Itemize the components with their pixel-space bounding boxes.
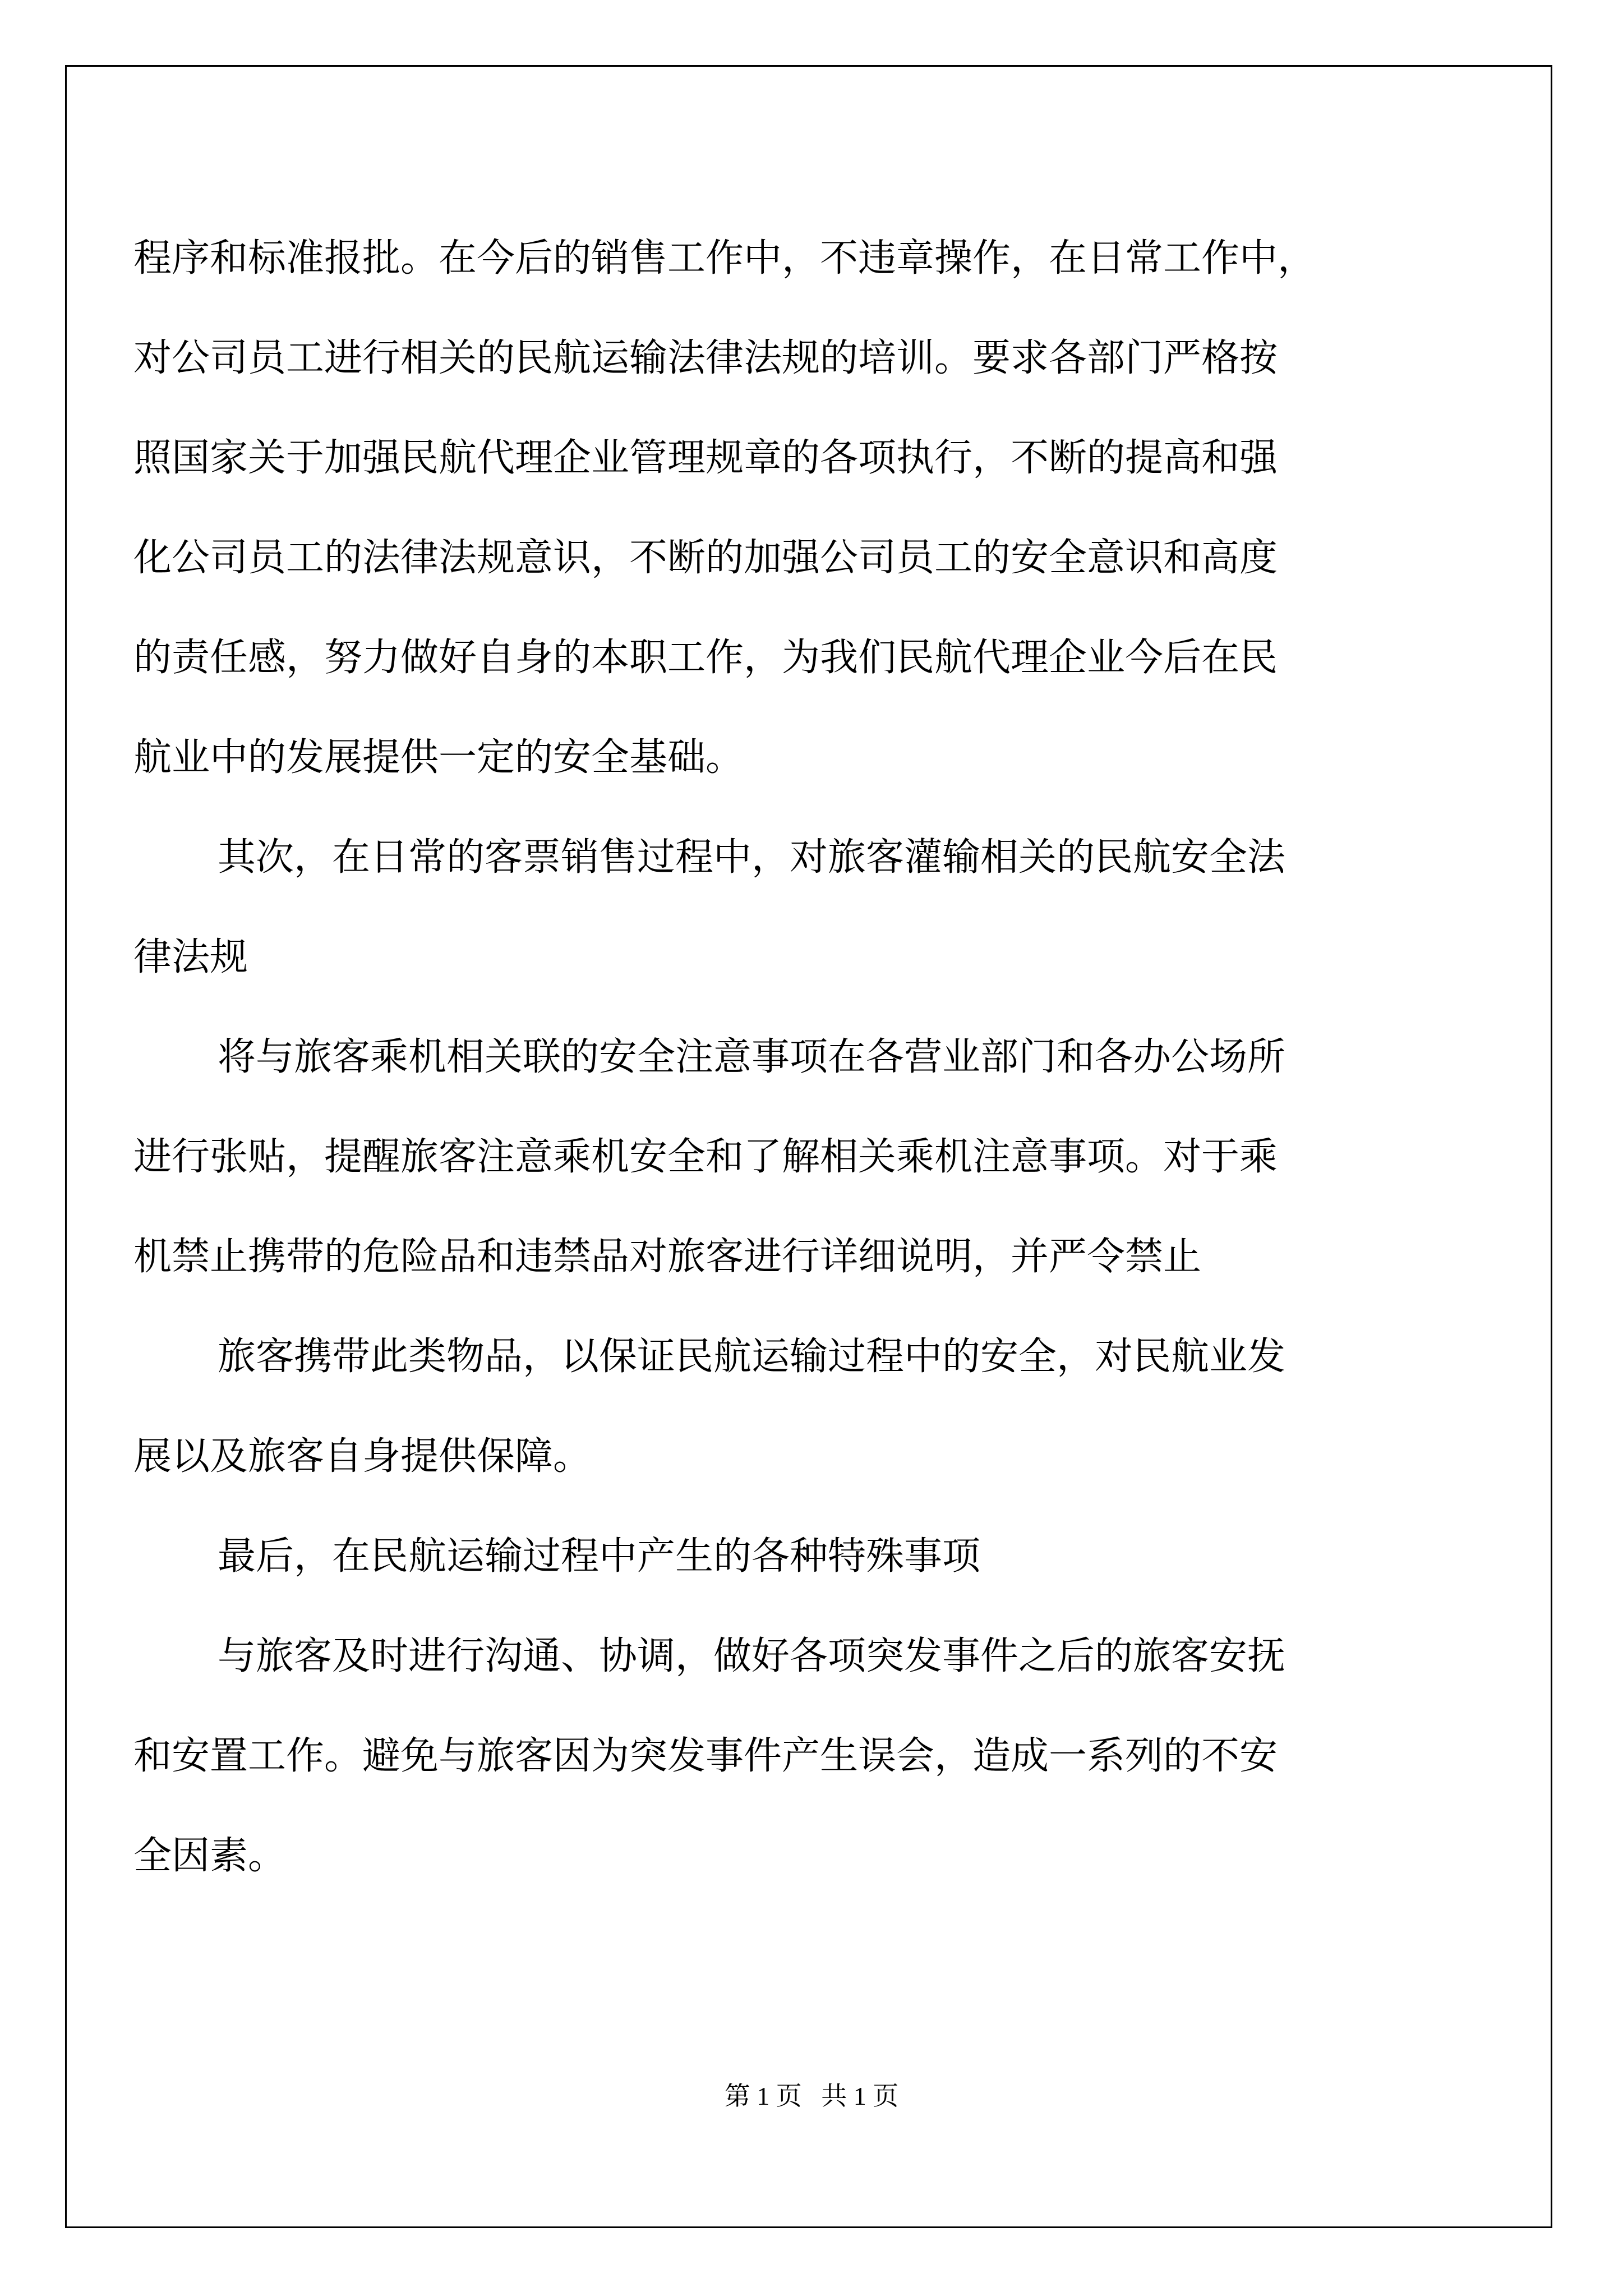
text-line-1: 程序和标准报批。在今后的销售工作中，不违章操作，在日常工作中， [133, 236, 1316, 280]
text-line-11: 机禁止携带的危险品和违禁品对旅客进行详细说明，并严令禁止 [133, 1235, 1202, 1279]
text-line-16: 和安置工作。避免与旅客因为突发事件产生误会，造成一系列的不安 [133, 1734, 1278, 1778]
text-line-14: 最后，在民航运输过程中产生的各种特殊事项 [218, 1534, 981, 1579]
text-line-5: 的责任感，努力做好自身的本职工作，为我们民航代理企业今后在民 [133, 636, 1278, 680]
text-line-2: 对公司员工进行相关的民航运输法律法规的培训。要求各部门严格按 [133, 336, 1278, 380]
text-line-15: 与旅客及时进行沟通、协调，做好各项突发事件之后的旅客安抚 [218, 1634, 1286, 1678]
text-line-10: 进行张贴，提醒旅客注意乘机安全和了解相关乘机注意事项。对于乘 [133, 1135, 1278, 1179]
text-line-6: 航业中的发展提供一定的安全基础。 [133, 735, 744, 780]
text-line-3: 照国家关于加强民航代理企业管理规章的各项执行，不断的提高和强 [133, 436, 1278, 480]
text-line-9: 将与旅客乘机相关联的安全注意事项在各营业部门和各办公场所 [218, 1035, 1286, 1079]
page-footer [0, 2076, 1623, 2113]
text-line-7: 其次，在日常的客票销售过程中，对旅客灌输相关的民航安全法 [218, 835, 1286, 880]
text-line-4: 化公司员工的法律法规意识，不断的加强公司员工的安全意识和高度 [133, 536, 1278, 580]
text-line-8: 律法规 [133, 935, 248, 979]
text-line-12: 旅客携带此类物品，以保证民航运输过程中的安全，对民航业发 [218, 1335, 1286, 1379]
footer-spacer [802, 2082, 822, 2110]
page-number-label: 第 1 页 [724, 2082, 802, 2110]
text-line-13: 展以及旅客自身提供保障。 [133, 1434, 592, 1479]
text-line-17: 全因素。 [133, 1834, 287, 1878]
total-pages-label: 共 1 页 [821, 2082, 899, 2110]
